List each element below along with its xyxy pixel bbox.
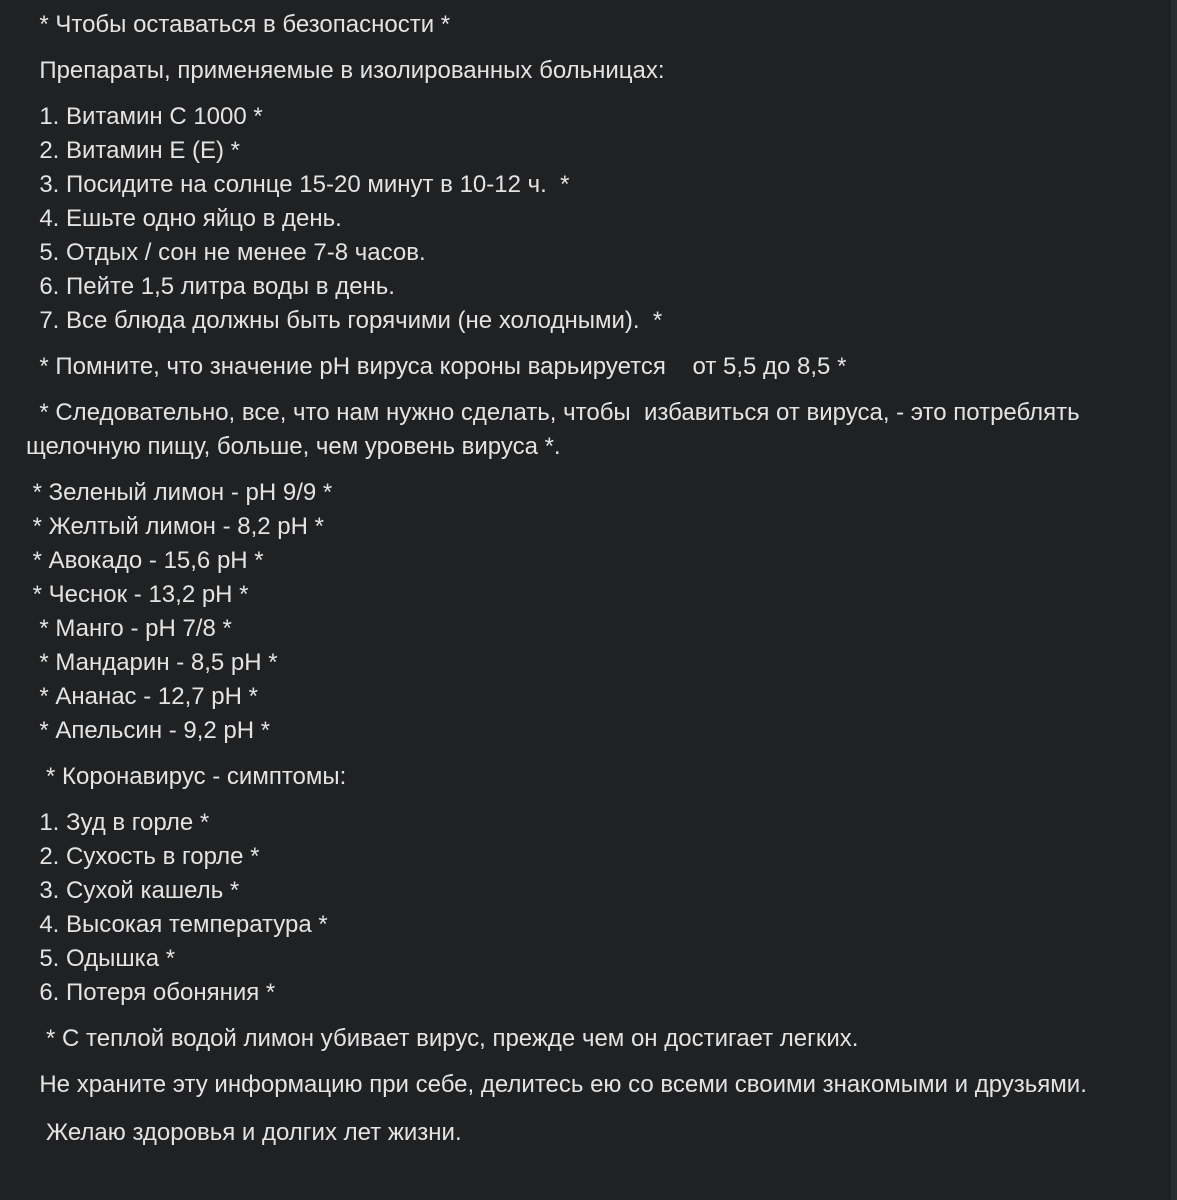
list-item: * Апельсин - 9,2 pH * <box>26 717 271 744</box>
closing-line: Желаю здоровья и долгих лет жизни. <box>26 1119 462 1146</box>
list-item: * Желтый лимон - 8,2 pH * <box>26 513 324 540</box>
list-item: * Авокадо - 15,6 pH * <box>26 547 264 574</box>
list-item: * Зеленый лимон - pH 9/9 * <box>26 479 333 506</box>
list-item: 7. Все блюда должны быть горячими (не холодными). * <box>26 307 663 334</box>
symptoms-list <box>26 806 1151 1010</box>
share-note: Не храните эту информацию при себе, делитесь ею со всеми своими знакомыми и друзьями. <box>26 1071 1087 1098</box>
list-item: 5. Отдых / сон не менее 7-8 часов. <box>26 239 426 266</box>
list-item: 2. Витамин E (E) * <box>26 137 241 164</box>
list-item: * Чеснок - 13,2 pH * <box>26 581 249 608</box>
window-edge <box>1171 0 1177 1200</box>
list-item: 3. Сухой кашель * <box>26 877 240 904</box>
list-item: 1. Зуд в горле * <box>26 809 210 836</box>
list-item: 4. Ешьте одно яйцо в день. <box>26 205 342 232</box>
list-item: 1. Витамин C 1000 * <box>26 103 263 130</box>
list-item: 6. Пейте 1,5 литра воды в день. <box>26 273 395 300</box>
list-item: * Ананас - 12,7 pH * <box>26 683 258 710</box>
list-item: 5. Одышка * <box>26 945 176 972</box>
list-item: 3. Посидите на солнце 15-20 минут в 10-12 ч. * <box>26 171 570 198</box>
remedies-list <box>26 100 1151 338</box>
list-item: * Мандарин - 8,5 pH * <box>26 649 278 676</box>
header-line: * Чтобы оставаться в безопасности * <box>26 11 451 38</box>
intro-line: Препараты, применяемые в изолированных больницах: <box>26 57 665 84</box>
list-item: 6. Потеря обоняния * <box>26 979 276 1006</box>
ph-note: * Помните, что значение pH вируса короны варьируется от 5,5 до 8,5 * <box>26 353 847 380</box>
list-item: 4. Высокая температура * <box>26 911 328 938</box>
foods-list <box>26 476 1151 748</box>
lemon-note: * С теплой водой лимон убивает вирус, прежде чем он достигает легких. <box>26 1025 859 1052</box>
symptoms-title: * Коронавирус - симптомы: <box>26 763 347 790</box>
list-item: 2. Сухость в горле * <box>26 843 260 870</box>
conclusion-paragraph: * Следовательно, все, что нам нужно сделать, чтобы избавиться от вируса, - это потреблять щелочную пищу, больше, чем уровень вируса *. <box>26 399 1087 460</box>
list-item: * Манго - pH 7/8 * <box>26 615 232 642</box>
